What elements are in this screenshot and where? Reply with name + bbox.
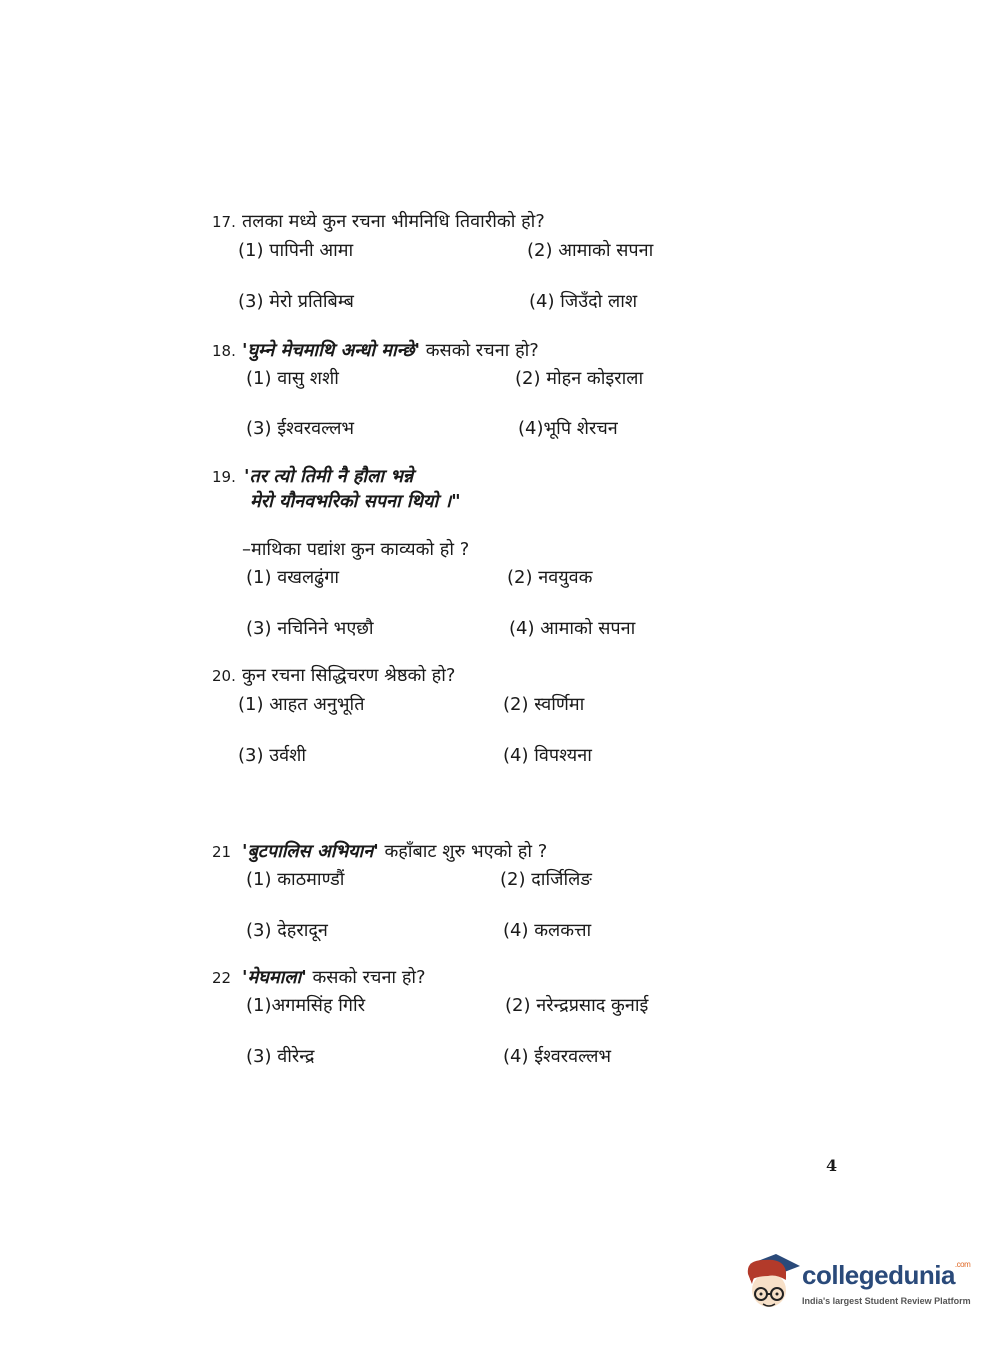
work-title: 'मेघमाला' [242,967,307,988]
option-3: (3) ईश्वरवल्लभ [246,418,355,439]
logo-wordmark [802,1260,970,1291]
quote-line-1: 'तर त्यो तिमी नै हौला भन्ने [244,466,414,487]
question-text: कसको रचना हो? [425,340,539,361]
option-1: (1) पापिनी आमा [238,240,354,261]
option-2: (2) स्वर्णिमा [503,694,585,715]
option-3: (3) देहरादून [246,920,328,941]
option-1: (1) आहत अनुभूति [238,694,365,715]
question-number: 21 [212,843,232,861]
question-number: 17. [212,213,236,231]
question-number: 19. [212,468,236,486]
option-3: (3) नचिनिने भएछौ [246,618,374,639]
question-number: 22 [212,969,232,987]
option-4: (4) कलकत्ता [503,920,592,941]
logo-tagline: India's largest Student Review Platform [802,1296,971,1306]
question-number: 18. [212,342,236,360]
question-text: कहाँबाट शुरु भएको हो ? [384,841,548,862]
option-4: (4) आमाको सपना [509,618,636,639]
option-3: (3) वीरेन्द्र [246,1046,315,1067]
option-1: (1) वासु शशी [246,368,339,389]
question-stem [242,965,426,989]
work-title: 'घुम्ने मेचमाथि अन्धो मान्छे' [242,340,420,361]
collegedunia-logo [742,1250,972,1318]
question-stem [242,839,547,863]
logo-brand: collegedunia [802,1260,955,1290]
option-1: (1) वखलढुंगा [246,567,340,588]
mascot-icon [742,1250,800,1318]
option-4: (4) जिउँदो लाश [529,291,638,312]
logo-suffix: .com [954,1260,971,1269]
option-4: (4) विपश्यना [503,745,592,766]
option-2: (2) नवयुवक [507,567,593,588]
question-stem: तलका मध्ये कुन रचना भीमनिधि तिवारीको हो? [242,211,545,232]
option-2: (2) आमाको सपना [527,240,654,261]
question-stem: कुन रचना सिद्धिचरण श्रेष्ठको हो? [242,665,456,686]
option-1: (1)अगमसिंह गिरि [246,995,366,1016]
option-3: (3) उर्वशी [238,745,306,766]
option-4: (4)भूपि शेरचन [518,418,618,439]
question-stem [242,338,539,362]
option-2: (2) दार्जिलिङ [500,869,592,890]
option-3: (3) मेरो प्रतिबिम्ब [238,291,354,312]
option-1: (1) काठमाण्डौं [246,869,345,890]
option-4: (4) ईश्वरवल्लभ [503,1046,612,1067]
option-2: (2) नरेन्द्रप्रसाद कुनाई [505,995,649,1016]
question-number: 20. [212,667,236,685]
question-stem: –माथिका पद्यांश कुन काव्यको हो ? [242,539,470,560]
question-text: कसको रचना हो? [312,967,426,988]
quote-line-2: मेरो यौनवभरिको सपना थियो ।" [250,491,461,512]
page-number: 4 [826,1156,838,1175]
option-2: (2) मोहन कोइराला [515,368,644,389]
work-title: 'बुटपालिस अभियान' [242,841,379,862]
